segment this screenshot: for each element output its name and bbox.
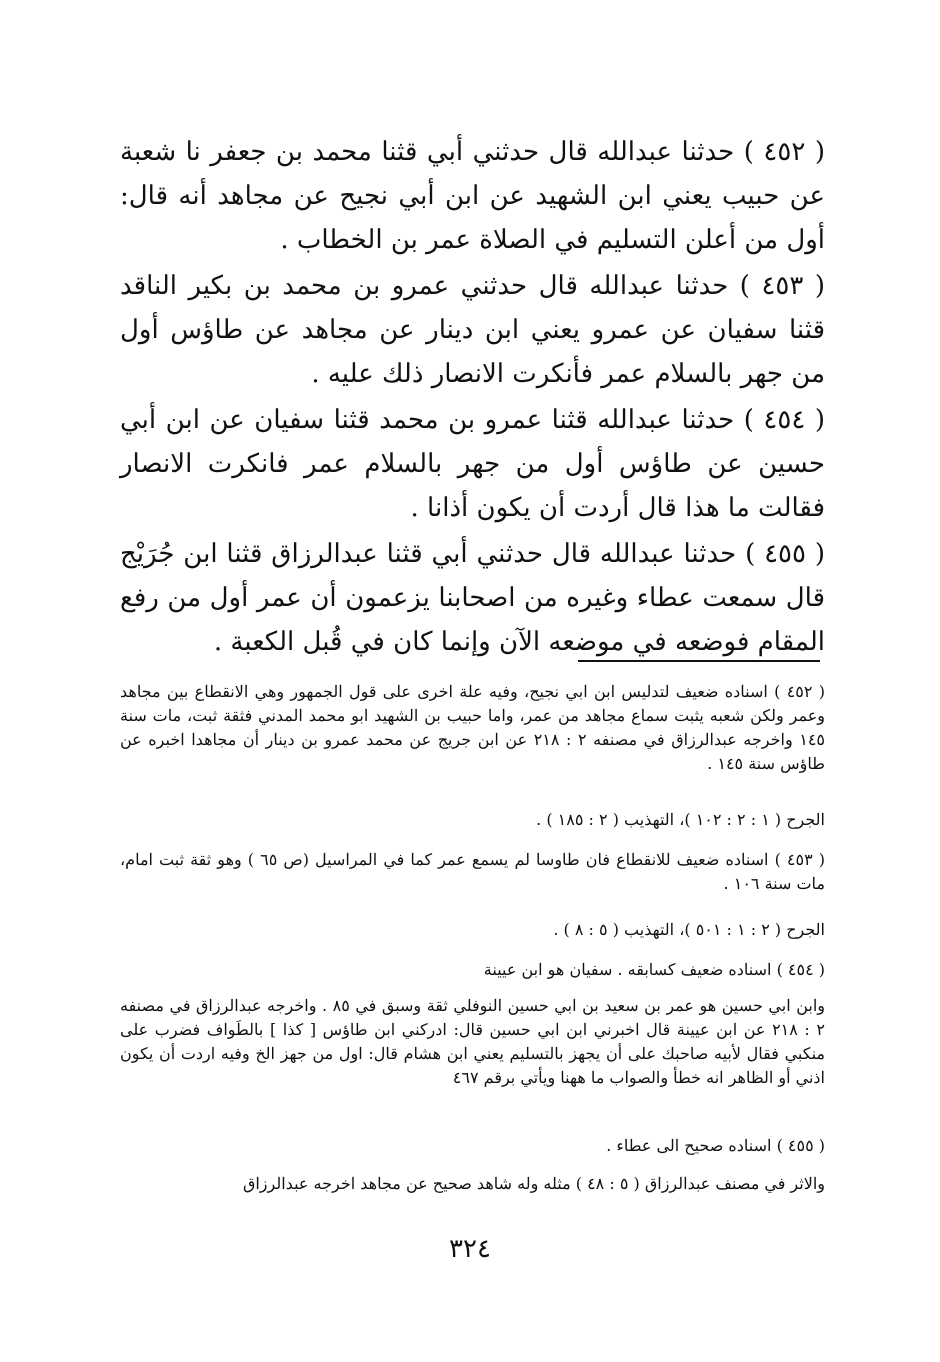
hadith-452-paragraph: ( ٤٥٢ ) حدثنا عبدالله قال حدثني أبي قثنا محمد بن جعفر نا شعبة عن حبيب يعني ابن الشهيد عن ابن أبي نجيح عن مجاهد أنه قال: أول من أعلن التسليم في الصلاة عمر بن الخطاب . (120, 137, 825, 255)
footnote-452-reference: الجرح ( ١ : ٢ : ١٠٢ )، التهذيب ( ٢ : ١٨٥ ) . (536, 810, 825, 829)
footnote-455: والاثر في مصنف عبدالرزاق ( ٥ : ٤٨ ) مثله وله شاهد صحيح عن مجاهد اخرجه عبدالرزاق (242, 1174, 825, 1193)
hadith-453-paragraph: ( ٤٥٣ ) حدثنا عبدالله قال حدثني عمرو بن محمد بن بكير الناقد قثنا سفيان عن عمرو يعني ابن دينار عن مجاهد عن طاؤس أول من جهر بالسلام عمر فأنكرت الانصار ذلك عليه . (120, 271, 825, 389)
footnote-separator (578, 660, 820, 662)
footnote-454: وابن ابي حسين هو عمر بن سعيد بن ابي حسين النوفلي ثقة وسبق في ٨٥ . واخرجه عبدالرزاق في مصنفه ٢ : ٢١٨ عن ابن عيينة قال اخبرني ابن ابي حسين قال: ادركني ابن طاؤس [ كذا ] بالطَواف فضرب على منكبي فقال لأبيه صاحبك على أن يجهز بالتسليم يعني ابن هشام قال: اول من جهز الخ وفيه اردت أن يكون اذني أو الظاهر انه خطأ والصواب ما ههنا ويأتي برقم ٤٦٧ (120, 996, 826, 1087)
footnote-453-reference: الجرح ( ٢ : ١ : ٥٠١ )، التهذيب ( ٥ : ٨ ) . (553, 920, 825, 939)
footnote-454-heading: ( ٤٥٤ ) اسناده ضعيف كسابقه . سفيان هو ابن عيينة (483, 960, 825, 979)
page-number: ٣٢٤ (449, 1234, 491, 1264)
footnote-452: ( ٤٥٢ ) اسناده ضعيف لتدليس ابن ابي نجيح، وفيه علة اخرى على قول الجمهور وهي الانقطاع بين مجاهد وعمر ولكن شعبه يثبت سماع مجاهد من عمر، واما حبيب بن الشهيد ابو محمد المدني فثقة ثبت، مات سنة ١٤٥ واخرجه عبدالرزاق في مصنفه ٢ : ٢١٨ عن ابن جريج عن محمد عمرو بن دينار أن مجاهدا اخبره عن طاؤس سنة ١٤٥ . (120, 682, 826, 773)
footnote-453: ( ٤٥٣ ) اسناده ضعيف للانقطاع فان طاوسا لم يسمع عمر كما في المراسيل (ص ٦٥ ) وهو ثقة ثبت امام، مات سنة ١٠٦ . (120, 850, 826, 893)
hadith-455-paragraph: ( ٤٥٥ ) حدثنا عبدالله قال حدثني أبي قثنا عبدالرزاق قثنا ابن جُرَيْج قال سمعت عطاء وغيره من اصحابنا يزعمون أن عمر أول من رفع المقام فوضعه في موضعه الآن وإنما كان في قُبل الكعبة . (120, 539, 826, 657)
footnote-455-heading: ( ٤٥٥ ) اسناده صحيح الى عطاء . (606, 1136, 825, 1155)
hadith-454-paragraph: ( ٤٥٤ ) حدثنا عبدالله قثنا عمرو بن محمد قثنا سفيان عن ابن أبي حسين عن طاؤس أول من جهر بالسلام عمر فانكرت الانصار فقالت ما هذا قال أردت أن يكون أذانا . (120, 405, 825, 523)
